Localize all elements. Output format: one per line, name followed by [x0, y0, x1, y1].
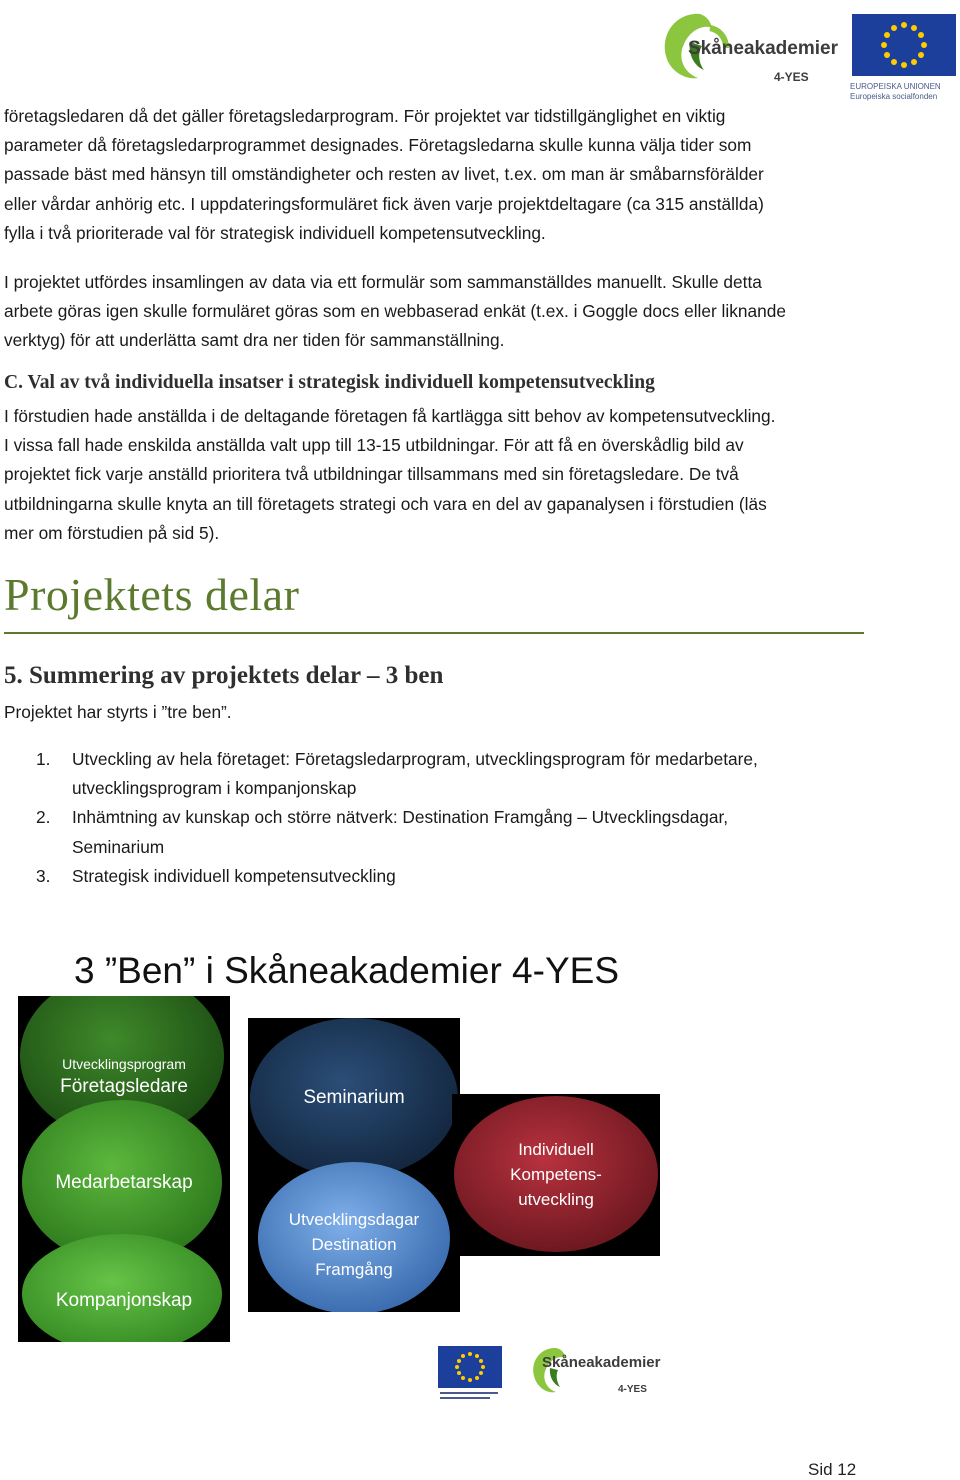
list-item — [36, 745, 866, 803]
list-item — [36, 803, 866, 861]
paragraph-line: mer om förstudien på sid 5). — [4, 522, 220, 543]
brand-sub: 4-YES — [774, 70, 809, 84]
skaneakademier-small-logo-mark — [530, 1344, 670, 1404]
paragraph-line: fylla i två prioriterade val för strategisk individuell kompetensutveckling. — [4, 222, 546, 243]
paragraph-line: passade bäst med hänsyn till omständigheter och resten av livet, t.ex. om man är småbarnsförälder — [4, 164, 764, 185]
paragraph-line: arbete göras igen skulle formuläret göras som en webbaserad enkät (t.ex. i Goggle docs eller liknande — [4, 301, 786, 322]
paragraph-line: eller vårdar anhörig etc. I uppdateringsformuläret fick även varje projektdeltagare (ca 315 anställda) — [4, 193, 764, 214]
chapter-divider — [4, 632, 864, 634]
section-5-heading: 5. Summering av projektets delar – 3 ben — [4, 662, 444, 689]
numbered-list — [36, 745, 866, 891]
page-number: Sid 12 — [808, 1460, 857, 1479]
circle3-label: Kompanjonskap — [55, 1290, 193, 1311]
eu-caption-line2: Europeiska socialfonden — [850, 92, 938, 101]
list-line: utvecklingsprogram i kompanjonskap — [72, 778, 357, 799]
paragraph-line: utbildningarna skulle knyta an till företagets strategi och vara en del av gapanalysen i förstudien (läs — [4, 493, 767, 514]
paragraph-line: I projektet utfördes insamlingen av data via ett formulär som sammanställdes manuellt. Skulle detta — [4, 272, 762, 292]
section-5-intro — [4, 698, 874, 727]
circle6-line: Individuell — [518, 1140, 594, 1159]
chapter-title: Projektets delar — [4, 569, 300, 620]
list-line: Strategisk individuell kompetensutveckling — [72, 865, 396, 886]
list-number: 3. — [36, 865, 51, 886]
eu-caption — [850, 82, 958, 102]
list-number: 1. — [36, 749, 51, 769]
list-number: 2. — [36, 807, 51, 828]
paragraph-line: projektet fick varje anställd prioritera två utbildningar tillsammans med sin företagsledare. De två — [4, 464, 739, 485]
list-item — [36, 862, 866, 891]
list-line: Utveckling av hela företaget: Företagsledarprogram, utvecklingsprogram för medarbetare, — [72, 749, 758, 769]
circle1-main-label: Företagsledare — [60, 1076, 188, 1097]
section-c-heading: C. Val av två individuella insatser i strategisk individuell kompetensutveckling — [4, 372, 655, 393]
small-brand-name: Skåneakademier — [542, 1354, 661, 1371]
intro-line: Projektet har styrts i ”tre ben”. — [4, 702, 232, 722]
circle1-small-label: Utvecklingsprogram — [62, 1056, 186, 1072]
list-line: Inhämtning av kunskap och större nätverk: Destination Framgång – Utvecklingsdagar, — [72, 807, 729, 828]
circle6-line: Kompetens- — [510, 1165, 602, 1184]
diagram-logos — [438, 1344, 668, 1404]
circle5-line: Framgång — [315, 1260, 393, 1279]
small-brand-sub: 4-YES — [618, 1384, 647, 1395]
circle4-label: Seminarium — [303, 1087, 405, 1108]
brand-name: Skåneakademier — [688, 38, 838, 59]
circle6-label — [452, 1137, 660, 1212]
diagram-title: 3 ”Ben” i Skåneakademier 4-YES — [74, 950, 619, 991]
paragraph-1 — [4, 102, 874, 248]
eu-flag-small-icon — [438, 1346, 502, 1402]
paragraph-line: I förstudien hade anställda i de deltagande företagen få kartlägga sitt behov av kompetensutveckling. — [4, 406, 776, 426]
circle2-label: Medarbetarskap — [55, 1172, 193, 1193]
paragraph-2 — [4, 268, 874, 356]
eu-flag-icon — [850, 12, 958, 78]
paragraph-line: företagsledaren då det gäller företagsledarprogram. För projektet var tidstillgänglighet en viktig — [4, 106, 726, 126]
circle5-label — [248, 1207, 460, 1282]
circle5-line: Destination — [311, 1235, 397, 1254]
circle6-line: utveckling — [518, 1190, 594, 1209]
paragraph-line: verktyg) för att underlätta samt dra ner tiden för sammanställning. — [4, 330, 505, 351]
paragraph-line: parameter då företagsledarprogrammet designades. Företagsledarna skulle kunna välja tider som — [4, 135, 752, 156]
eu-logo — [850, 12, 958, 106]
section-c-body — [4, 402, 874, 548]
eu-caption-line1: EUROPEISKA UNIONEN — [850, 82, 941, 91]
list-line: Seminarium — [72, 836, 165, 857]
skaneakademier-logo — [660, 8, 840, 92]
circle5-line: Utvecklingsdagar — [288, 1210, 420, 1229]
paragraph-line: I vissa fall hade enskilda anställda valt upp till 13-15 utbildningar. För att få en överskådlig bild av — [4, 435, 744, 456]
